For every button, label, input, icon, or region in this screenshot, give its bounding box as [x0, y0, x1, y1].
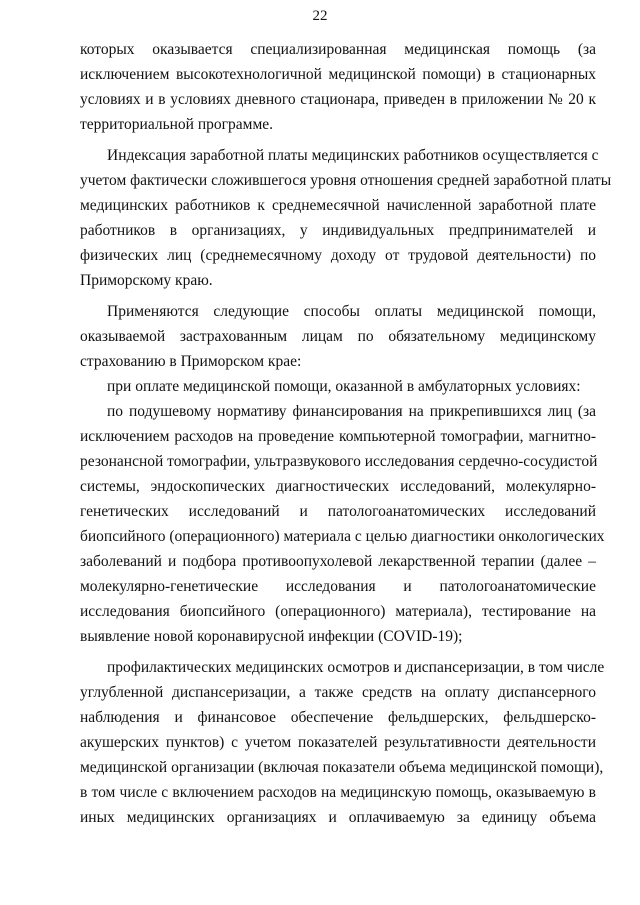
text-line: медицинской организации (включая показатели объема медицинской помощи),: [80, 759, 604, 776]
text-line: Индексация заработной платы медицинских работников осуществляется с: [107, 147, 599, 164]
text-line: Применяются следующие способы оплаты медицинской помощи,: [107, 303, 596, 320]
text-line: страхованию в Приморском крае:: [80, 353, 302, 370]
text-line: исследования биопсийного (операционного) материала), тестирование на: [80, 603, 596, 620]
text-line: иных медицинских организациях и оплачиваемую за единицу объема: [80, 809, 596, 826]
text-line: медицинских работников к среднемесячной начисленной заработной плате: [80, 197, 596, 214]
text-line: наблюдения и финансовое обеспечение фельдшерских, фельдшерско-: [80, 709, 596, 726]
text-line: которых оказывается специализированная медицинская помощь (за: [80, 41, 596, 58]
text-line: системы, эндоскопических диагностических исследований, молекулярно-: [80, 478, 596, 495]
text-line: акушерских пунктов) с учетом показателей результативности деятельности: [80, 734, 596, 751]
text-line: при оплате медицинской помощи, оказанной в амбулаторных условиях:: [107, 378, 581, 395]
text-line: физических лиц (среднемесячному доходу от трудовой деятельности) по: [80, 247, 596, 264]
text-line: выявление новой коронавирусной инфекции (COVID-19);: [80, 628, 463, 645]
text-line: условиях и в условиях дневного стационара, приведен в приложении № 20 к: [80, 91, 596, 108]
document-body: [80, 37, 612, 830]
text-line: в том числе с включением расходов на медицинскую помощь, оказываемую в: [80, 784, 596, 801]
text-line: Приморскому краю.: [80, 272, 213, 289]
text-line: оказываемой застрахованным лицам по обязательному медицинскому: [80, 328, 596, 345]
text-line: исключением высокотехнологичной медицинской помощи) в стационарных: [80, 66, 596, 83]
text-line: биопсийного (операционного) материала с целью диагностики онкологических: [80, 528, 605, 545]
text-line: молекулярно-генетические исследования и патологоанатомические: [80, 578, 596, 595]
text-line: учетом фактически сложившегося уровня отношения средней заработной платы: [80, 172, 612, 189]
page-number: 22: [312, 8, 328, 24]
text-line: профилактических медицинских осмотров и диспансеризации, в том числе: [107, 659, 605, 676]
text-line: углубленной диспансеризации, а также средств на оплату диспансерного: [80, 684, 596, 701]
text-line: генетических исследований и патологоанатомических исследований: [80, 503, 596, 520]
text-line: по подушевому нормативу финансирования на прикрепившихся лиц (за: [107, 403, 596, 420]
text-line: резонансной томографии, ультразвукового исследования сердечно-сосудистой: [80, 453, 598, 470]
text-line: исключением расходов на проведение компьютерной томографии, магнитно-: [80, 428, 596, 445]
text-line: территориальной программе.: [80, 116, 274, 133]
text-line: заболеваний и подбора противоопухолевой лекарственной терапии (далее –: [80, 553, 596, 570]
text-line: работников в организациях, у индивидуальных предпринимателей и: [80, 222, 596, 239]
